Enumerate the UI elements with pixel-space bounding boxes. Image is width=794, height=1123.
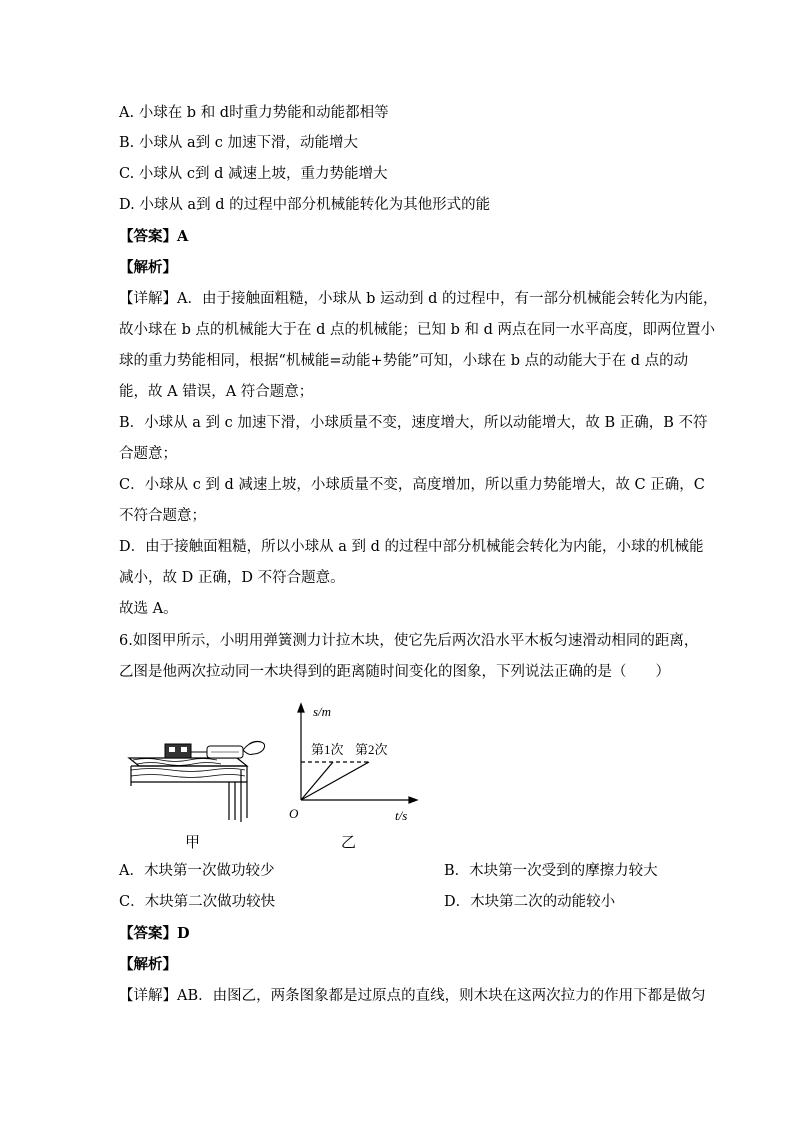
- q5-option-d: D. 小球从 a到 d 的过程中部分机械能转化为其他形式的能: [119, 197, 491, 213]
- q5-option-b: B. 小球从 a到 c 加速下滑，动能增大: [119, 135, 358, 151]
- q5-option-a: A. 小球在 b 和 d时重力势能和动能都相等: [119, 105, 389, 121]
- q6-figure: [119, 700, 439, 860]
- origin-label: O: [289, 806, 299, 821]
- q5-detail-line: 球的重力势能相同，根据“机械能=动能+势能”可知，小球在 b 点的动能大于在 d 点的动: [119, 353, 689, 369]
- q5-detail-line: 减小，故 D 正确，D 不符合题意。: [119, 570, 345, 586]
- y-axis-label: s/m: [313, 704, 332, 719]
- q6-stem-line: 乙图是他两次拉动同一木块得到的距离随时间变化的图象，下列说法正确的是（ ）: [119, 664, 670, 680]
- figure-drawing: [119, 700, 439, 860]
- q5-answer: 【答案】A: [119, 228, 189, 245]
- caption-jia: 甲: [185, 833, 201, 851]
- q6-analysis-heading: 【解析】: [119, 956, 177, 973]
- series-label-first: 第1次: [311, 742, 344, 757]
- q6-option-b: B．木块第一次受到的摩擦力较大: [444, 863, 658, 879]
- q6-stem-line: 6.如图甲所示，小明用弹簧测力计拉木块，使它先后两次沿水平木板匀速滑动相同的距离，: [119, 633, 699, 649]
- q5-detail-line: 不符合题意；: [119, 508, 206, 524]
- spring-scale: [191, 741, 265, 758]
- q5-detail-line: 故小球在 b 点的机械能大于在 d 点的机械能；已知 b 和 d 两点在同一水平高度，即两位置小: [119, 322, 715, 338]
- x-axis-label: t/s: [395, 808, 408, 823]
- q6-option-a: A．木块第一次做功较少: [119, 863, 275, 879]
- table-illustration: [129, 758, 247, 822]
- q5-detail-line: 故选 A。: [119, 601, 178, 617]
- series-label-second: 第2次: [355, 742, 388, 757]
- q5-detail-line: D．由于接触面粗糙，所以小球从 a 到 d 的过程中部分机械能会转化为内能，小球的机械能: [119, 539, 704, 555]
- q5-detail-line: C．小球从 c 到 d 减速上坡，小球质量不变，高度增加，所以重力势能增大，故 C 正确，C: [119, 477, 705, 493]
- q5-detail-line: B．小球从 a 到 c 加速下滑，小球质量不变，速度增大，所以动能增大，故 B 正确，B 不符: [119, 415, 708, 431]
- q6-option-d: D．木块第二次的动能较小: [444, 894, 616, 910]
- q5-analysis-heading: 【解析】: [119, 259, 177, 276]
- q6-option-c: C．木块第二次做功较快: [119, 894, 276, 910]
- q5-detail-line: 合题意；: [119, 446, 177, 462]
- q5-option-c: C. 小球从 c到 d 减速上坡，重力势能增大: [119, 166, 388, 182]
- q6-answer: 【答案】D: [119, 925, 190, 942]
- q5-detail-line: 能，故 A 错误，A 符合题意；: [119, 384, 314, 400]
- wood-block: [165, 744, 191, 758]
- q5-detail-line: 【详解】A．由于接触面粗糙，小球从 b 运动到 d 的过程中，有一部分机械能会转化为内能，: [119, 291, 718, 307]
- caption-yi: 乙: [341, 833, 357, 851]
- q6-detail-line: 【详解】AB．由图乙，两条图象都是过原点的直线，则木块在这两次拉力的作用下都是做匀: [119, 988, 706, 1004]
